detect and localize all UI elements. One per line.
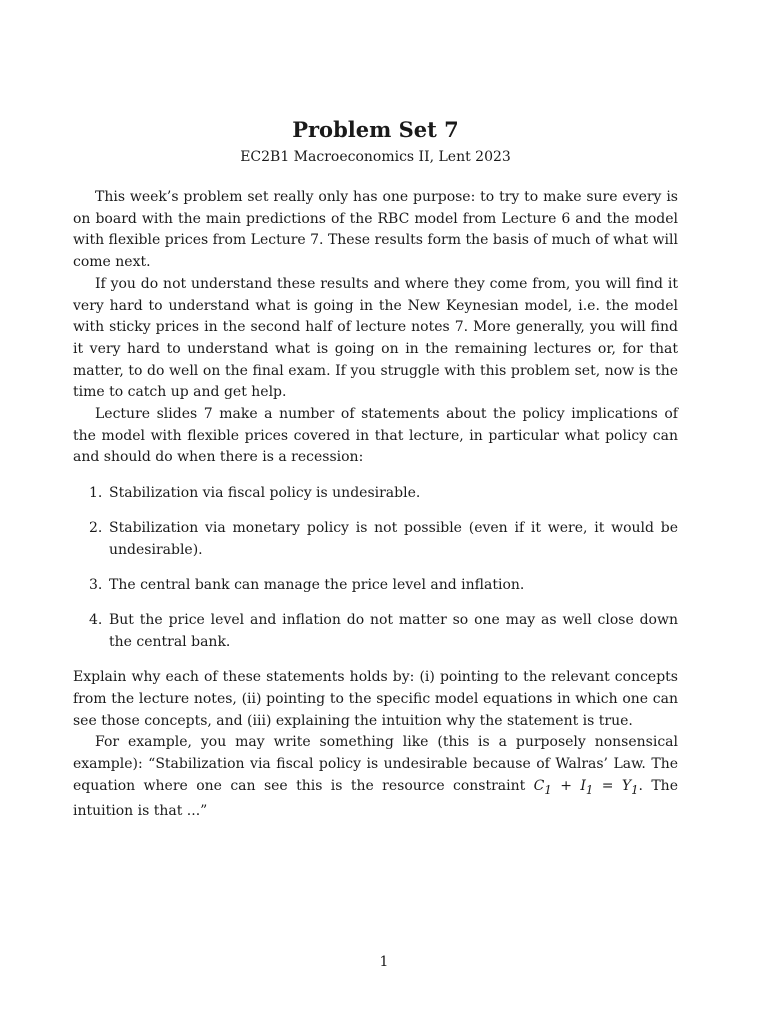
document-page	[73, 116, 678, 823]
statement-number: 3.	[89, 576, 103, 593]
paragraph-purpose: This week’s problem set really only has one purpose: to try to make sure every is on board with the main predictions of the RBC model from Lecture 6 and the model with flexible prices from Lecture 7. These results form the basis of much of what will come next.	[73, 189, 678, 271]
statement-item	[73, 575, 678, 597]
statement-text: The central bank can manage the price level and inflation.	[109, 576, 525, 593]
resource-constraint-equation	[533, 777, 639, 797]
paragraph-importance: If you do not understand these results and where they come from, you will find it very hard to understand what is going in the New Keynesian model, i.e. the model with sticky prices in the second half of lecture notes 7. More generally, you will find it very hard to understand what is going on in the remaining lectures or, for that matter, to do well on the final exam. If you struggle with this problem set, now is the time to catch up and get help.	[73, 275, 678, 401]
eq-equals: =	[593, 777, 622, 794]
statement-text: But the price level and inflation do not matter so one may as well close down the central bank.	[109, 611, 678, 650]
paragraph-example	[73, 732, 678, 823]
document-subtitle: EC2B1 Macroeconomics II, Lent 2023	[240, 149, 511, 165]
eq-plus: +	[551, 777, 581, 794]
statement-item	[73, 610, 678, 653]
page-number: 1	[379, 954, 389, 970]
eq-i: I	[580, 777, 586, 794]
eq-c: C	[533, 777, 545, 794]
statement-text: Stabilization via monetary policy is not possible (even if it were, it would be undesirable).	[109, 520, 678, 558]
statements-list	[73, 483, 678, 653]
statement-number: 1.	[89, 485, 103, 502]
paragraph-instructions: Explain why each of these statements holds by: (i) pointing to the relevant concepts from the lecture notes, (ii) pointing to the specific model equations in which one can see those concepts, and (iii) explaining the intuition why the statement is true.	[73, 669, 678, 729]
statement-item	[73, 518, 678, 561]
paragraph-policy-intro: Lecture slides 7 make a number of statements about the policy implications of the model with flexible prices covered in that lecture, in particular what policy can and should do when there is a recession:	[73, 406, 678, 466]
example-text-before: For example, you may write something like (this is a purposely nonsensical example): “Stabilization via fiscal policy is undesirable because of Walras’ Law. The equation where one can see this is the resource constraint	[73, 734, 678, 794]
eq-i-sub: 1	[585, 782, 594, 797]
example-text-after: . The intuition is that ...”	[73, 777, 678, 820]
statement-item	[73, 483, 678, 505]
document-body	[73, 187, 678, 823]
eq-c-sub: 1	[544, 782, 552, 797]
eq-y: Y	[621, 777, 632, 794]
statement-text: Stabilization via fiscal policy is undesirable.	[109, 485, 421, 502]
eq-y-sub: 1	[631, 782, 639, 797]
document-title: Problem Set 7	[292, 117, 459, 142]
statement-number: 2.	[89, 520, 103, 537]
statement-number: 4.	[89, 611, 103, 628]
